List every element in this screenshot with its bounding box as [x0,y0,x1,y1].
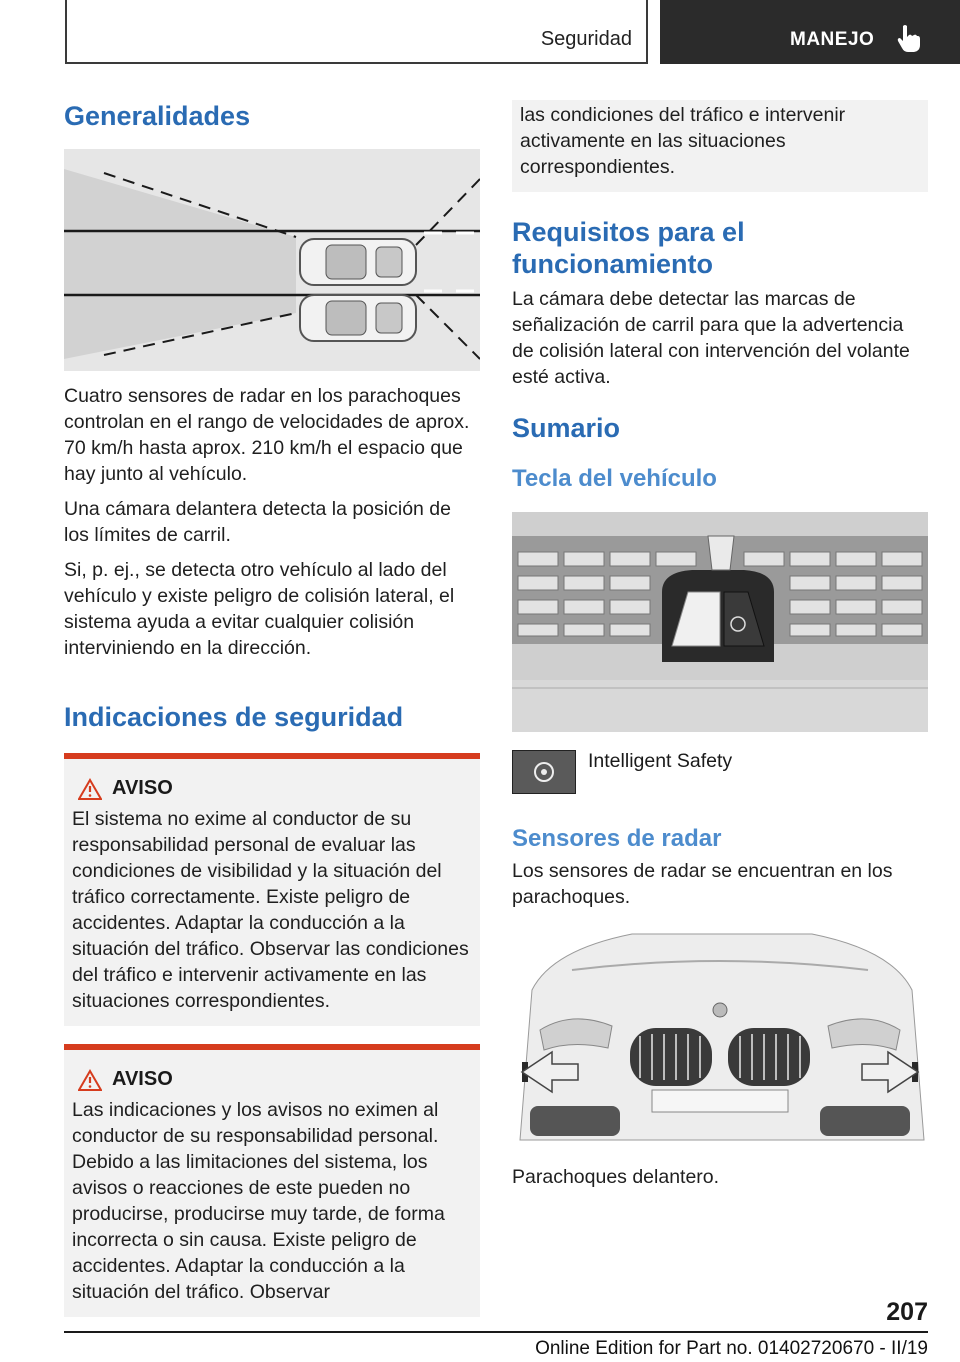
heading-summary: Sumario [512,413,621,443]
chapter-tab-label: MANEJO [790,29,875,50]
paragraph-collision: Si, p. ej., se detecta otro vehículo al lado del vehículo y existe peligro de colisión lateral, el sistema ayuda a evitar cualquier colisión interviniendo en la dirección. [64,559,455,659]
warning-text-2: Las indicaciones y los avisos no eximen al conductor de su responsabilidad personal. Debido a las limitaciones del sistema, los avisos o reacciones de este pueden no producirse, producirse muy tarde, de forma incorrecta o sin causa. Existe peligro de accidentes. Adaptar la conducción a la situación del tráfico. Observar [72,1099,445,1303]
warning-text-1: El sistema no exime al conductor de su responsabilidad personal de evaluar las condiciones de visibilidad y la situación del tráfico correctamente. Existe peligro de accidentes. Adaptar la conducción a la situación del tráfico. Observar las condiciones del tráfico e intervenir activamente en las situaciones correspondientes. [72,808,469,1012]
page-number: 207 [886,1298,928,1326]
front-bumper-image [512,930,928,1150]
key-legend-row [512,750,928,794]
chapter-tab [660,0,960,64]
paragraph-radar: Los sensores de radar se encuentran en los parachoques. [512,860,893,908]
warning-title-2: AVISO [112,1068,173,1090]
warning-box-2 [64,1044,480,1317]
right-column [512,100,928,1190]
paragraph-sensors: Cuatro sensores de radar en los parachoques controlan en el rango de velocidades de aprox. 70 km/h hasta aprox. 210 km/h el espacio que hay junto al vehículo. [64,385,470,485]
warning-triangle-icon [78,778,102,800]
vehicle-key-figure [512,512,928,732]
warning-title-1: AVISO [112,777,173,799]
section-title: Seguridad [540,28,632,50]
intelligent-safety-button-icon [512,750,576,794]
left-column [64,100,480,1317]
subheading-radar: Sensores de radar [512,825,722,852]
pointing-hand-icon [896,24,922,54]
warning-text-2-continued: las condiciones del tráfico e intervenir activamente en las situaciones correspondientes. [520,104,846,178]
bumper-figure [512,930,928,1150]
heading-generalidades: Generalidades [64,101,251,131]
lane-diagram-image [64,149,480,371]
lane-diagram-figure [64,149,480,371]
footer-divider [64,1331,928,1333]
paragraph-camera: Una cámara delantera detecta la posición de los límites de carril. [64,498,451,546]
subheading-vehicle-key: Tecla del vehículo [512,465,717,492]
warning-box-1 [64,753,480,1026]
warning-box-2-continued [512,100,928,192]
warning-triangle-icon [78,1069,102,1091]
edition-note: Online Edition for Part no. 01402720670 - II/19 [535,1338,928,1359]
key-legend-label: Intelligent Safety [588,750,733,772]
paragraph-requirements: La cámara debe detectar las marcas de señalización de carril para que la advertencia de colisión lateral con intervención del volante esté activa. [512,288,910,388]
vehicle-key-image [512,512,928,732]
bumper-caption: Parachoques delantero. [512,1166,720,1188]
heading-requirements: Requisitos para el funcionamiento [512,217,745,279]
header-section-box [65,0,648,64]
heading-safety: Indicaciones de seguridad [64,702,404,732]
